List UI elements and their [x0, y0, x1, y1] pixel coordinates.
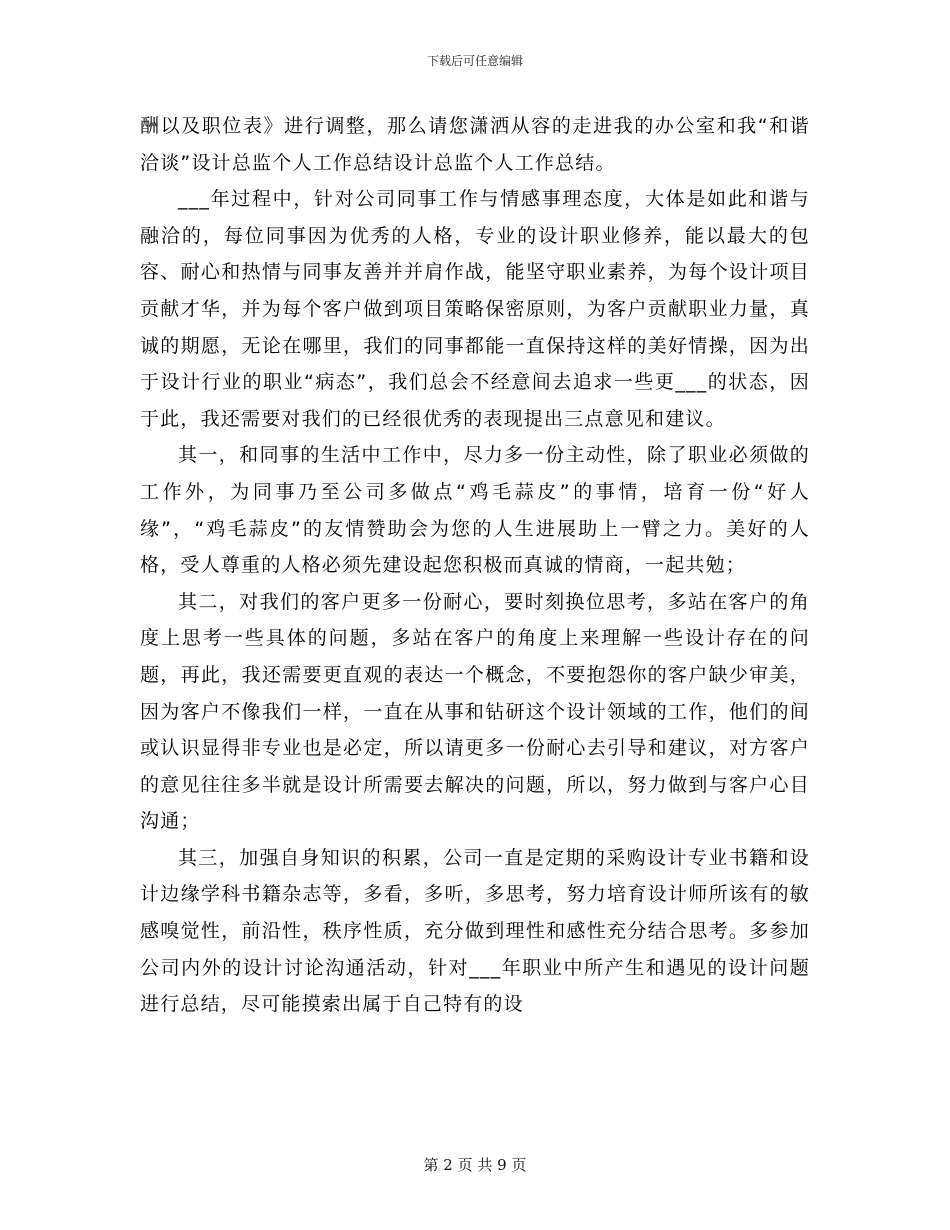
paragraph-5: 其三，加强自身知识的积累，公司一直是定期的采购设计专业书籍和设计边缘学科书籍杂志等，多看，多听，多思考，努力培育设计师所该有的敏感嗅觉性，前沿性，秩序性质，充分做到理性和感性充分结合思考。多参加公司内外的设计讨论沟通活动，针对___年职业中所产生和遇见的设计问题进行总结，尽可能摸索出属于自己特有的设	[140, 846, 810, 1016]
paragraph-1: 酬以及职位表》进行调整，那么请您潇洒从容的走进我的办公室和我“和谐洽谈”设计总监个人工作总结设计总监个人工作总结。	[140, 115, 810, 174]
paragraph-4: 其二，对我们的客户更多一份耐心，要时刻换位思考，多站在客户的角度上思考一些具体的问题，多站在客户的角度上来理解一些设计存在的问题，再此，我还需要更直观的表达一个概念，不要抱怨你的客户缺少审美，因为客户不像我们一样，一直在从事和钻研这个设计领域的工作，他们的间或认识显得非专业也是必定，所以请更多一份耐心去引导和建议，对方客户的意见往往多半就是设计所需要去解决的问题，所以，努力做到与客户心目沟通；	[140, 590, 810, 833]
paragraph-3: 其一，和同事的生活中工作中，尽力多一份主动性，除了职业必须做的工作外，为同事乃至公司多做点“鸡毛蒜皮”的事情，培育一份“好人缘”，“鸡毛蒜皮”的友情赞助会为您的人生进展助上一臂之力。美好的人格，受人尊重的人格必须先建设起您积极而真诚的情商，一起共勉；	[140, 444, 810, 577]
page-header-note: 下载后可任意编辑	[426, 54, 523, 68]
document-body	[140, 108, 810, 1023]
paragraph-2: ___年过程中，针对公司同事工作与情感事理态度，大体是如此和谐与融洽的，每位同事因为优秀的人格，专业的设计职业修养，能以最大的包容、耐心和热情与同事友善并并肩作战，能坚守职业素养，为每个设计项目贡献才华，并为每个客户做到项目策略保密原则，为客户贡献职业力量，真诚的期愿，无论在哪里，我们的同事都能一直保持这样的美好情操，因为出于设计行业的职业“病态”，我们总会不经意间去追求一些更___的状态，因于此，我还需要对我们的已经很优秀的表现提出三点意见和建议。	[140, 188, 810, 430]
page-number-footer: 第 2 页 共 9 页	[423, 1156, 527, 1174]
